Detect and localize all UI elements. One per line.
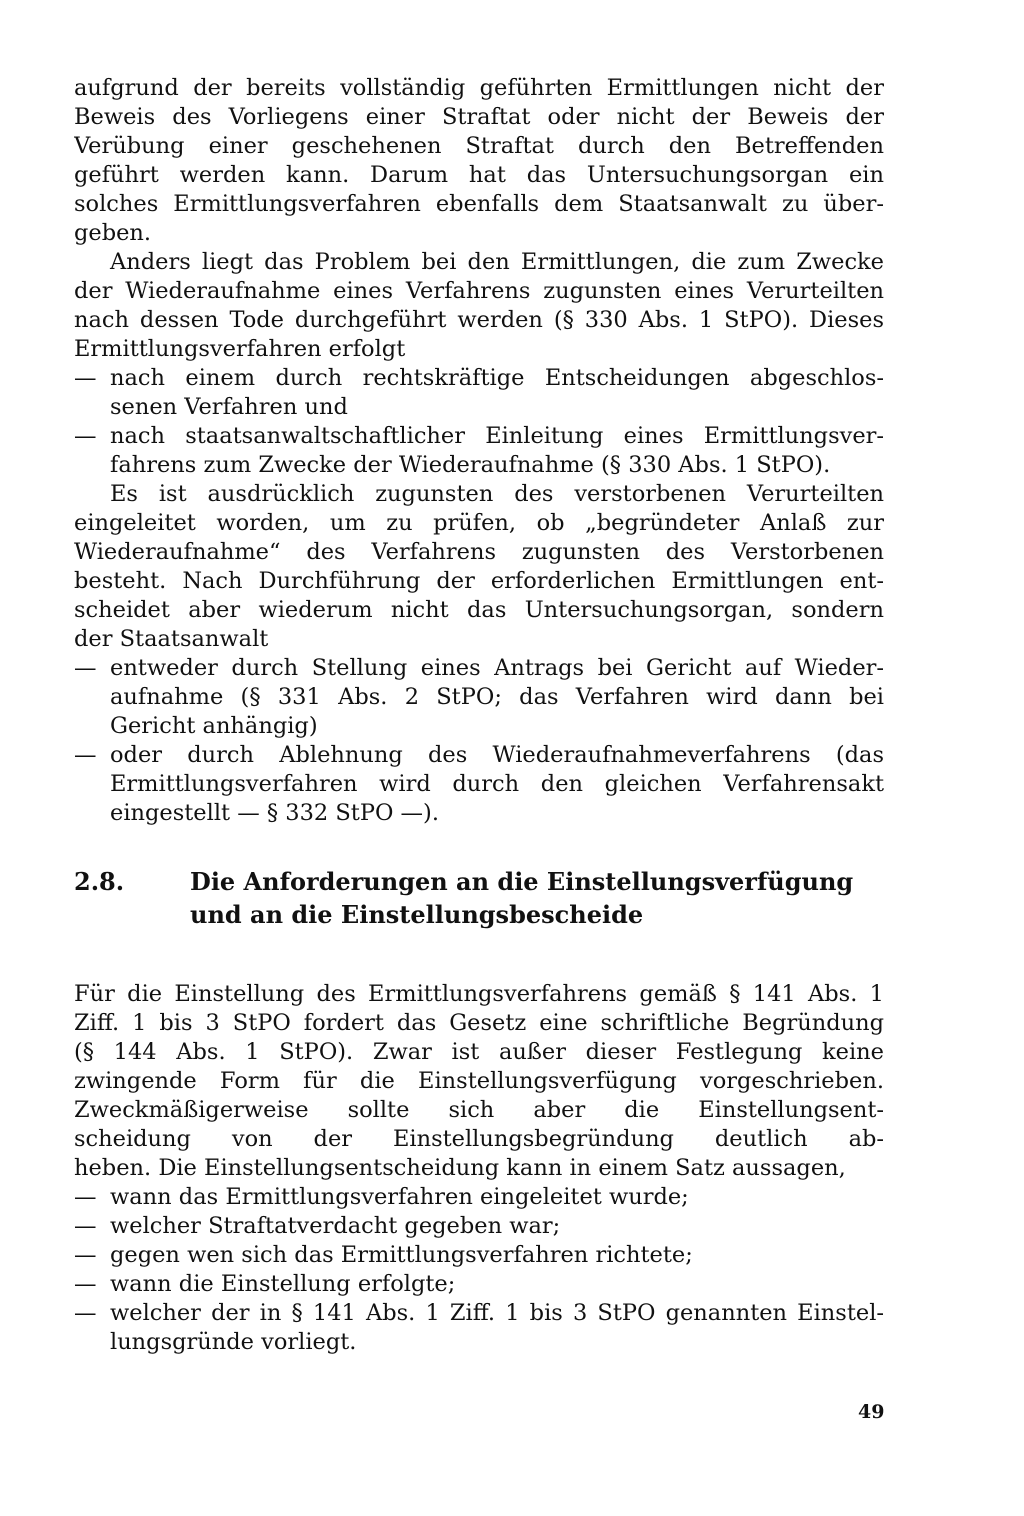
list-1 — [74, 364, 884, 480]
paragraph-3 — [74, 480, 884, 654]
text-line: Es ist ausdrücklich zugunsten des verstorbenen Verurteilten — [110, 481, 884, 507]
text-line: lungsgründe vorliegt. — [110, 1329, 357, 1355]
dash-marker: — — [74, 1213, 97, 1239]
text-line: entweder durch Stellung eines Antrags bei Gericht auf Wieder- — [110, 655, 884, 681]
text-line: heben. Die Einstellungsentscheidung kann in einem Satz aussagen, — [74, 1155, 846, 1181]
text-line: nach einem durch rechtskräftige Entscheidungen abgeschlos- — [110, 365, 884, 391]
text-line: eingeleitet worden, um zu prüfen, ob „begründeter Anlaß zur — [74, 510, 884, 536]
text-line: welcher Straftatverdacht gegeben war; — [110, 1213, 561, 1239]
text-line: scheidung von der Einstellungsbegründung deutlich ab- — [74, 1126, 884, 1152]
text-line: gegen wen sich das Ermittlungsverfahren richtete; — [110, 1242, 693, 1268]
list-item — [74, 1299, 884, 1357]
paragraph-1 — [74, 74, 884, 248]
text-line: geführt werden kann. Darum hat das Untersuchungsorgan ein — [74, 162, 884, 188]
list-item — [74, 1270, 884, 1299]
text-line: der Staatsanwalt — [74, 626, 269, 652]
text-line: welcher der in § 141 Abs. 1 Ziff. 1 bis 3 StPO genannten Einstel- — [110, 1300, 884, 1326]
text-line: Für die Einstellung des Ermittlungsverfahrens gemäß § 141 Abs. 1 — [74, 981, 884, 1007]
dash-marker: — — [74, 1300, 97, 1326]
text-line: aufgrund der bereits vollständig geführten Ermittlungen nicht der — [74, 75, 884, 101]
text-line: fahrens zum Zwecke der Wiederaufnahme (§ 330 Abs. 1 StPO). — [110, 452, 831, 478]
paragraph-2 — [74, 248, 884, 364]
text-line: oder durch Ablehnung des Wiederaufnahmeverfahrens (das — [110, 742, 884, 768]
text-line: besteht. Nach Durchführung der erforderlichen Ermittlungen ent- — [74, 568, 884, 594]
text-line: geben. — [74, 220, 152, 246]
section-number: 2.8. — [74, 867, 125, 896]
text-line: (§ 144 Abs. 1 StPO). Zwar ist außer dieser Festlegung keine — [74, 1039, 884, 1065]
dash-marker: — — [74, 655, 97, 681]
text-line: eingestellt — § 332 StPO —). — [110, 800, 439, 826]
text-line: zwingende Form für die Einstellungsverfügung vorgeschrieben. — [74, 1068, 884, 1094]
text-line: aufnahme (§ 331 Abs. 2 StPO; das Verfahren wird dann bei — [110, 684, 884, 710]
text-line: der Wiederaufnahme eines Verfahrens zugunsten eines Verurteilten — [74, 278, 884, 304]
section-heading — [74, 866, 894, 932]
text-line: wann die Einstellung erfolgte; — [110, 1271, 456, 1297]
list-item — [74, 654, 884, 741]
page-number: 49 — [858, 1401, 885, 1423]
section-title-line: Die Anforderungen an die Einstellungsverfügung — [190, 867, 854, 896]
text-line: Zweckmäßigerweise sollte sich aber die Einstellungsent- — [74, 1097, 884, 1123]
list-item — [74, 741, 884, 828]
dash-marker: — — [74, 1242, 97, 1268]
text-line: senen Verfahren und — [110, 394, 348, 420]
text-line: Ermittlungsverfahren wird durch den gleichen Verfahrensakt — [110, 771, 884, 797]
list-item — [74, 1212, 884, 1241]
list-3 — [74, 1183, 884, 1357]
dash-marker: — — [74, 1184, 97, 1210]
text-line: solches Ermittlungsverfahren ebenfalls dem Staatsanwalt zu über- — [74, 191, 884, 217]
text-line: Verübung einer geschehenen Straftat durch den Betreffenden — [74, 133, 884, 159]
dash-marker: — — [74, 365, 97, 391]
text-line: wann das Ermittlungsverfahren eingeleitet wurde; — [110, 1184, 689, 1210]
list-item — [74, 422, 884, 480]
text-line: nach staatsanwaltschaftlicher Einleitung eines Ermittlungsver- — [110, 423, 884, 449]
list-item — [74, 1241, 884, 1270]
dash-marker: — — [74, 423, 97, 449]
text-line: Ziff. 1 bis 3 StPO fordert das Gesetz eine schriftliche Begründung — [74, 1010, 884, 1036]
text-line: scheidet aber wiederum nicht das Untersuchungsorgan, sondern — [74, 597, 884, 623]
text-line: Anders liegt das Problem bei den Ermittlungen, die zum Zwecke — [110, 249, 884, 275]
section-title-line: und an die Einstellungsbescheide — [190, 900, 644, 929]
list-item — [74, 1183, 884, 1212]
paragraph-4 — [74, 980, 884, 1183]
text-line: Wiederaufnahme“ des Verfahrens zugunsten des Verstorbenen — [74, 539, 884, 565]
text-line: Gericht anhängig) — [110, 713, 318, 739]
text-line: Beweis des Vorliegens einer Straftat oder nicht der Beweis der — [74, 104, 884, 130]
text-line: nach dessen Tode durchgeführt werden (§ 330 Abs. 1 StPO). Dieses — [74, 307, 884, 333]
list-2 — [74, 654, 884, 828]
list-item — [74, 364, 884, 422]
text-line: Ermittlungsverfahren erfolgt — [74, 336, 406, 362]
dash-marker: — — [74, 742, 97, 768]
dash-marker: — — [74, 1271, 97, 1297]
